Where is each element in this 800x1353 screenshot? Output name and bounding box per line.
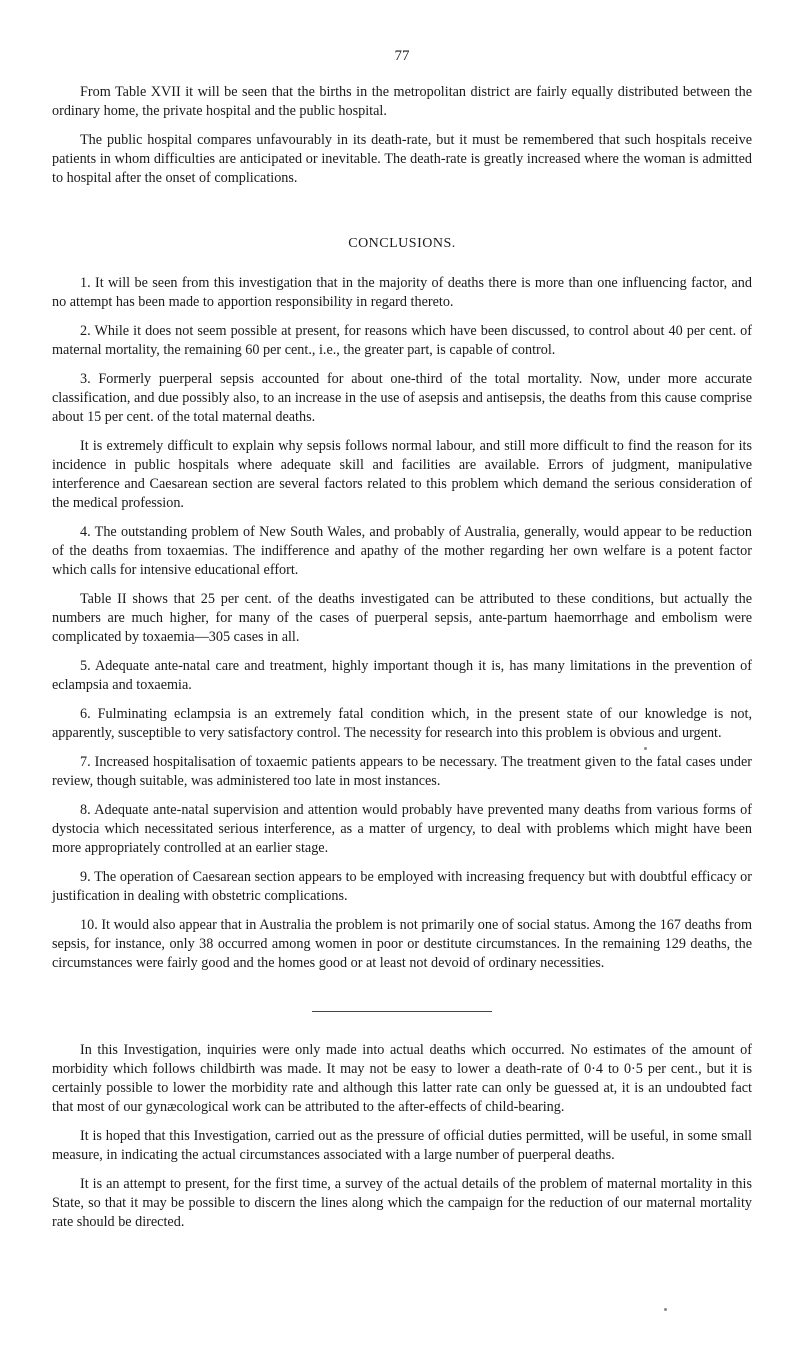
closing-paragraph-1: In this Investigation, inquiries were only made into actual deaths which occurred. No estimates of the amount of morbidity which follows childbirth was made. It may not be easy to lower a death-rate of 0·4 to 0·5 per cent., but it is certainly possible to lower the morbidity rate and although this latter rate can only be guessed at, it is an undoubted fact that most of our gynæcological work can be attributed to the after-effects of child-bearing.	[52, 1042, 752, 1115]
page-number: 77	[394, 48, 410, 64]
conclusions-heading: CONCLUSIONS.	[348, 236, 456, 251]
section-divider-rule	[312, 1011, 492, 1012]
intro-paragraph-1: From Table XVII it will be seen that the births in the metropolitan district are fairly equally distributed between the ordinary home, the private hospital and the public hospital.	[52, 84, 752, 119]
print-speck	[664, 1308, 667, 1311]
closing-paragraph-3: It is an attempt to present, for the first time, a survey of the actual details of the problem of maternal mortality in this State, so that it may be possible to discern the lines along which the campaign for the reduction of our maternal mortality rate should be directed.	[52, 1176, 752, 1230]
conclusion-paragraph-2: 2. While it does not seem possible at present, for reasons which have been discussed, to control about 40 per cent. of maternal mortality, the remaining 60 per cent., i.e., the greater part, is capable of control.	[52, 323, 752, 358]
conclusion-paragraph-7: 7. Increased hospitalisation of toxaemic patients appears to be necessary. The treatment given to the fatal cases under review, though suitable, was administered too late in most instances.	[52, 754, 752, 789]
conclusion-paragraph-3: 3. Formerly puerperal sepsis accounted for about one-third of the total mortality. Now, under more accurate classification, and due possibly also, to an increase in the use of asepsis and antisepsis, the deaths from this cause comprise about 15 per cent. of the total maternal deaths.	[52, 371, 752, 425]
conclusion-paragraph-9: 9. The operation of Caesarean section appears to be employed with increasing frequency but with doubtful efficacy or justification in dealing with obstetric complications.	[52, 869, 752, 904]
conclusion-paragraph-6: 6. Fulminating eclampsia is an extremely fatal condition which, in the present state of our knowledge is not, apparently, susceptible to very satisfactory control. The necessity for research into this problem is obvious and urgent.	[52, 706, 752, 741]
conclusion-paragraph-4: 4. The outstanding problem of New South Wales, and probably of Australia, generally, would appear to be reduction of the deaths from toxaemias. The indifference and apathy of the mother regarding her own welfare is a potent factor which calls for intensive educational effort.	[52, 524, 752, 578]
closing-paragraph-2: It is hoped that this Investigation, carried out as the pressure of official duties permitted, will be useful, in some small measure, in indicating the actual circumstances associated with a large number of puerperal deaths.	[52, 1128, 752, 1163]
conclusion-paragraph-8: 8. Adequate ante-natal supervision and attention would probably have prevented many deaths from various forms of dystocia which necessitated serious interference, as a matter of urgency, to deal with problems which might have been more appropriately controlled at an earlier stage.	[52, 802, 752, 856]
print-speck	[644, 747, 647, 750]
conclusion-paragraph-10: 10. It would also appear that in Australia the problem is not primarily one of social status. Among the 167 deaths from sepsis, for instance, only 38 occurred among women in poor or destitute circumstances. In the remaining 129 deaths, the circumstances were fairly good and the homes good or at least not devoid of ordinary necessities.	[52, 917, 752, 971]
conclusion-paragraph-5: 5. Adequate ante-natal care and treatment, highly important though it is, has many limitations in the prevention of eclampsia and toxaemia.	[52, 658, 752, 693]
intro-paragraph-2: The public hospital compares unfavourably in its death-rate, but it must be remembered that such hospitals receive patients in whom difficulties are anticipated or inevitable. The death-rate is greatly increased where the woman is admitted to hospital after the onset of complications.	[52, 132, 752, 186]
conclusion-paragraph-4b: Table II shows that 25 per cent. of the deaths investigated can be attributed to these conditions, but actually the numbers are much higher, for many of the cases of puerperal sepsis, ante-partum haemorrhage and embolism were complicated by toxaemia—305 cases in all.	[52, 591, 752, 645]
conclusion-paragraph-1: 1. It will be seen from this investigation that in the majority of deaths there is more than one influencing factor, and no attempt has been made to apportion responsibility in regard thereto.	[52, 275, 752, 310]
conclusion-paragraph-3b: It is extremely difficult to explain why sepsis follows normal labour, and still more difficult to find the reason for its incidence in public hospitals where adequate skill and facilities are available. Errors of judgment, manipulative interference and Caesarean section are several factors related to this problem which demand the serious consideration of the medical profession.	[52, 438, 752, 511]
